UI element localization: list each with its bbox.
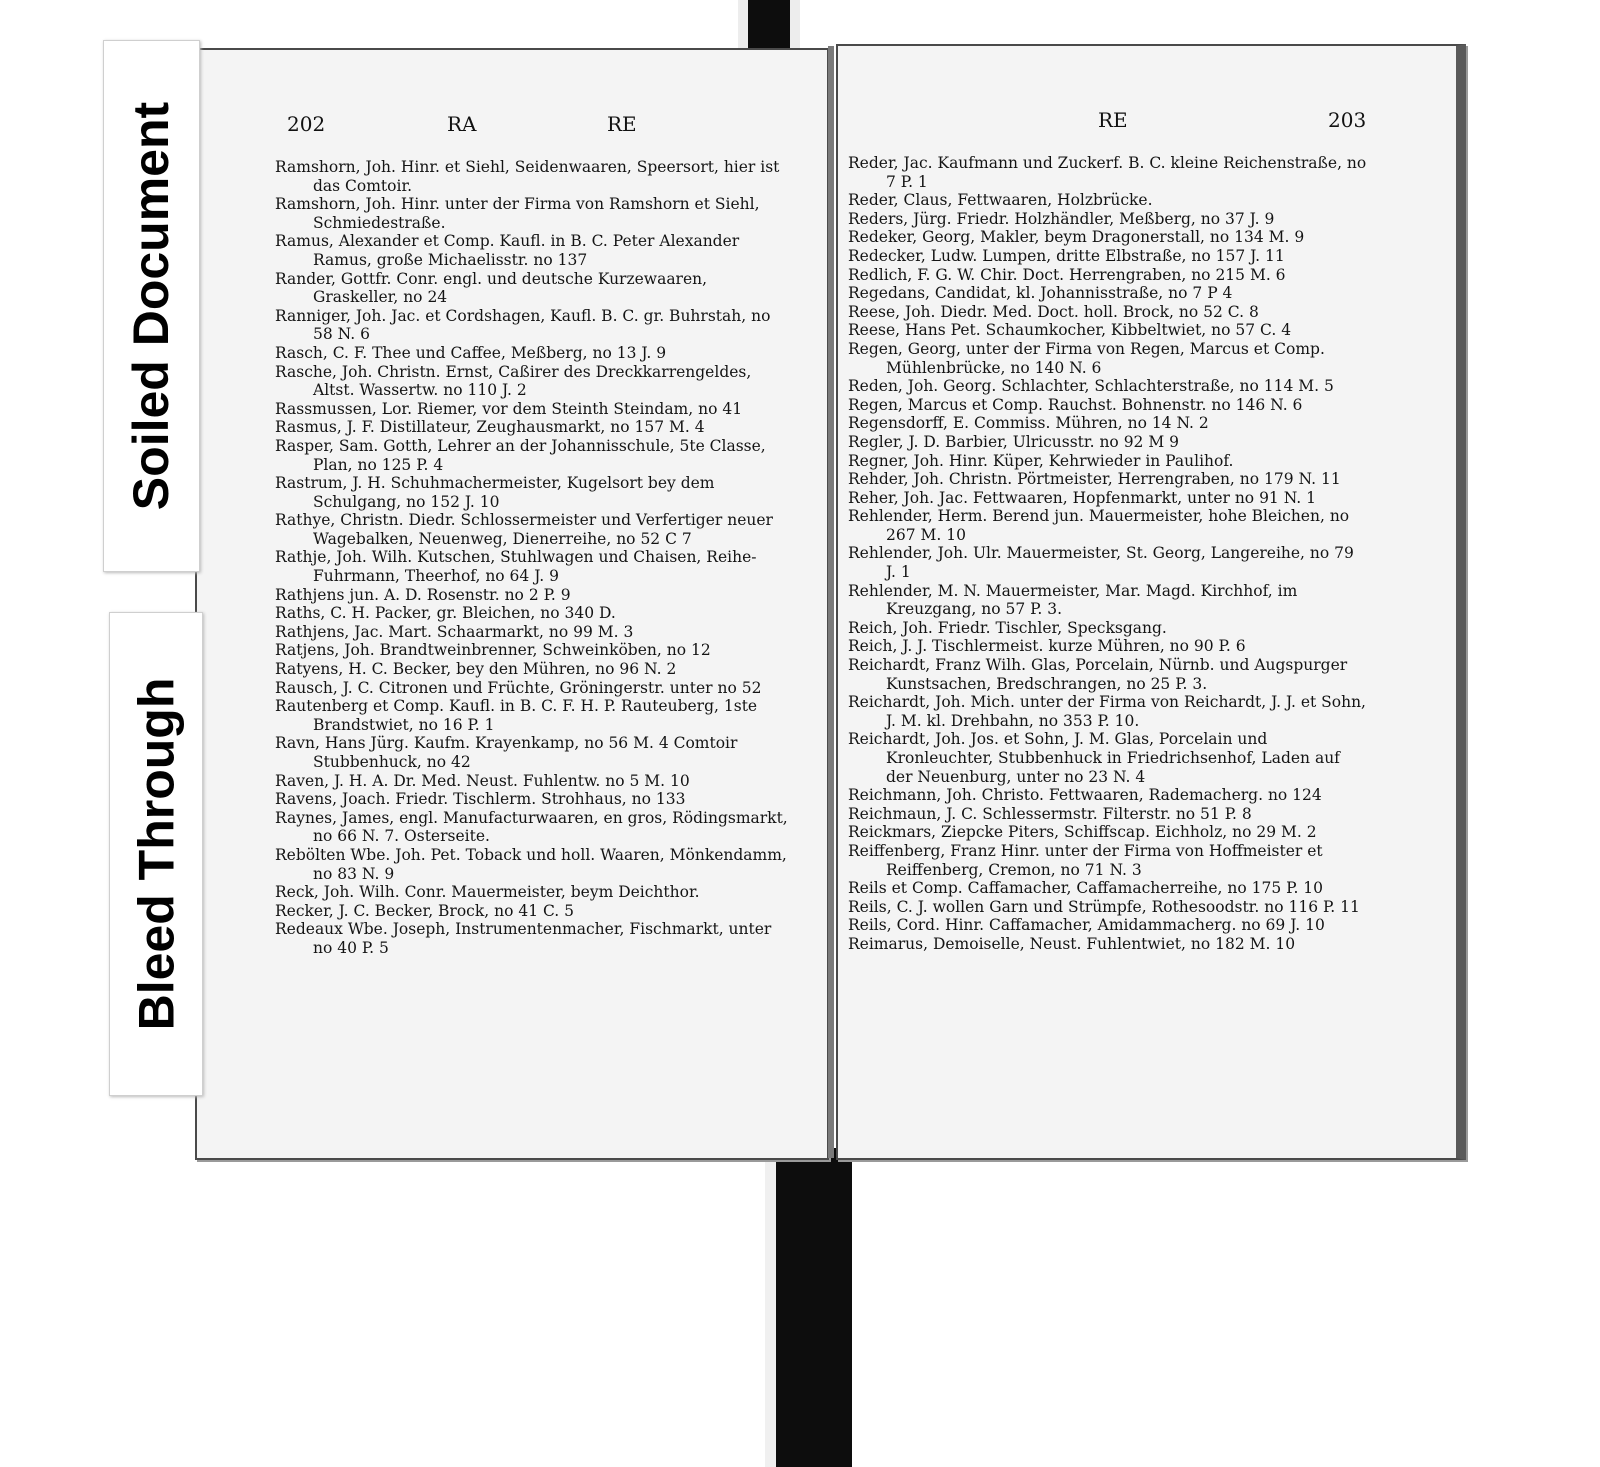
directory-entry: Rassmussen, Lor. Riemer, vor dem Steinth Steindam, no 41 (275, 399, 743, 418)
directory-entry: Reck, Joh. Wilh. Conr. Mauermeister, beym Deichthor. (275, 883, 700, 902)
directory-entry: Ravn, Hans Jürg. Kaufm. Krayenkamp, no 56 M. 4 Comtoir Stubbenhuck, no 42 (275, 734, 738, 771)
directory-entry: Reils, Cord. Hinr. Caffamacher, Amidammacherg. no 69 J. 10 (848, 916, 1325, 935)
directory-entry: Regedans, Candidat, kl. Johannisstraße, no 7 P 4 (848, 284, 1233, 303)
directory-entry: Ratjens, Joh. Brandtweinbrenner, Schweinköben, no 12 (275, 641, 711, 660)
right-page (836, 44, 1466, 1160)
directory-entry: Reden, Joh. Georg. Schlachter, Schlachterstraße, no 114 M. 5 (848, 377, 1334, 396)
directory-entry: Regner, Joh. Hinr. Küper, Kehrwieder in Paulihof. (848, 451, 1234, 470)
bookmark-ribbon-top (748, 0, 790, 50)
directory-entry: Reichardt, Joh. Mich. unter der Firma von Reichardt, J. J. et Sohn, J. M. kl. Drehbahn, no 353 P. 10. (848, 693, 1366, 730)
directory-entry: Rebölten Wbe. Joh. Pet. Toback und holl. Waaren, Mönkendamm, no 83 N. 9 (275, 845, 787, 883)
directory-entry: Rathjens jun. A. D. Rosenstr. no 2 P. 9 (275, 585, 571, 604)
running-head-left: RA (447, 112, 477, 136)
directory-entry: Reickmars, Ziepcke Piters, Schiffscap. Eichholz, no 29 M. 2 (848, 823, 1317, 842)
directory-entry: Reils et Comp. Caffamacher, Caffamacherreihe, no 175 P. 10 (848, 879, 1324, 898)
directory-entry: Rathjens, Jac. Mart. Schaarmarkt, no 99 M. 3 (275, 622, 634, 641)
directory-entry: Rasche, Joh. Christn. Ernst, Caßirer des Dreckkarrengeldes, Altst. Wassertw. no 110 J. 2 (275, 362, 752, 400)
directory-entry: Regler, J. D. Barbier, Ulricusstr. no 92 M 9 (848, 432, 1180, 451)
directory-entry: Rehder, Joh. Christn. Pörtmeister, Herrengraben, no 179 N. 11 (848, 470, 1341, 489)
directory-entry: Ratyens, H. C. Becker, bey den Mühren, no 96 N. 2 (275, 660, 677, 679)
directory-entry: Rasmus, J. F. Distillateur, Zeughausmarkt, no 157 M. 4 (275, 418, 705, 437)
directory-entry: Regen, Georg, unter der Firma von Regen, Marcus et Comp. Mühlenbrücke, no 140 N. 6 (848, 339, 1325, 377)
directory-entry: Reimarus, Demoiselle, Neust. Fuhlentwiet, no 182 M. 10 (848, 934, 1296, 953)
directory-entry: Rasch, C. F. Thee und Caffee, Meßberg, no 13 J. 9 (275, 343, 667, 362)
directory-entry: Rautenberg et Comp. Kaufl. in B. C. F. H. P. Rauteuberg, 1ste Brandstwiet, no 16 P. 1 (275, 697, 758, 734)
directory-entry: Ramshorn, Joh. Hinr. et Siehl, Seidenwaaren, Speersort, hier ist das Comtoir. (275, 158, 780, 195)
directory-entry: Redeker, Georg, Makler, beym Dragonerstall, no 134 M. 9 (848, 228, 1305, 247)
directory-entry: Raven, J. H. A. Dr. Med. Neust. Fuhlentw. no 5 M. 10 (275, 771, 690, 790)
directory-entry: Rander, Gottfr. Conr. engl. und deutsche Kurzewaaren, Graskeller, no 24 (275, 269, 708, 307)
directory-entry: Reder, Jac. Kaufmann und Zuckerf. B. C. kleine Reichenstraße, no 7 P. 1 (848, 154, 1367, 191)
running-head-right: RE (607, 112, 637, 136)
label-soiled-document: Soiled Document (103, 40, 200, 572)
directory-entry: Reher, Joh. Jac. Fettwaaren, Hopfenmarkt, unter no 91 N. 1 (848, 488, 1317, 507)
directory-entry: Raths, C. H. Packer, gr. Bleichen, no 340 D. (275, 604, 616, 623)
directory-entry: Reils, C. J. wollen Garn und Strümpfe, Rothesoodstr. no 116 P. 11 (848, 897, 1360, 916)
directory-entry: Rausch, J. C. Citronen und Früchte, Gröningerstr. unter no 52 (275, 678, 762, 697)
directory-entry: Rathje, Joh. Wilh. Kutschen, Stuhlwagen und Chaisen, Reihe-Fuhrmann, Theerhof, no 64 J. 9 (275, 548, 757, 586)
directory-entry: Rastrum, J. H. Schuhmachermeister, Kugelsort bey dem Schulgang, no 152 J. 10 (275, 474, 715, 511)
directory-entry: Regen, Marcus et Comp. Rauchst. Bohnenstr. no 146 N. 6 (848, 395, 1303, 414)
directory-entry: Reders, Jürg. Friedr. Holzhändler, Meßberg, no 37 J. 9 (848, 209, 1275, 228)
page-number-left: 202 (287, 112, 326, 136)
directory-entry: Ranniger, Joh. Jac. et Cordshagen, Kaufl. B. C. gr. Buhrstah, no 58 N. 6 (275, 306, 771, 344)
directory-entry: Ramshorn, Joh. Hinr. unter der Firma von Ramshorn et Siehl, Schmiedestraße. (275, 195, 760, 232)
directory-entry: Reich, J. J. Tischlermeist. kurze Mühren, no 90 P. 6 (848, 637, 1246, 656)
directory-entry: Reder, Claus, Fettwaaren, Holzbrücke. (848, 191, 1153, 210)
book-spine (828, 46, 834, 1158)
directory-entry: Ramus, Alexander et Comp. Kaufl. in B. C. Peter Alexander Ramus, große Michaelisstr. no 137 (275, 232, 740, 269)
directory-entry: Reichmaun, J. C. Schlessermstr. Filterstr. no 51 P. 8 (848, 804, 1252, 823)
directory-entry: Redeaux Wbe. Joseph, Instrumentenmacher, Fischmarkt, unter no 40 P. 5 (275, 920, 772, 957)
directory-entry: Reichardt, Franz Wilh. Glas, Porcelain, Nürnb. und Augspurger Kunstsachen, Bredschrangen, no 25 P. 3. (848, 656, 1348, 693)
directory-entry: Rehlender, M. N. Mauermeister, Mar. Magd. Kirchhof, im Kreuzgang, no 57 P. 3. (848, 581, 1298, 619)
directory-entry: Reiffenberg, Franz Hinr. unter der Firma von Hoffmeister et Reiffenberg, Cremon, no 71 N. 3 (848, 841, 1323, 879)
running-head: RE (1098, 108, 1128, 132)
left-page (195, 48, 829, 1160)
directory-entry: Regensdorff, E. Commiss. Mühren, no 14 N. 2 (848, 414, 1209, 433)
directory-entry: Recker, J. C. Becker, Brock, no 41 C. 5 (275, 901, 575, 920)
directory-entry: Reese, Hans Pet. Schaumkocher, Kibbeltwiet, no 57 C. 4 (848, 321, 1292, 340)
page-number-right: 203 (1328, 108, 1367, 132)
directory-entry: Reich, Joh. Friedr. Tischler, Specksgang. (848, 618, 1167, 637)
entry-list-left (275, 158, 795, 958)
directory-entry: Ravens, Joach. Friedr. Tischlerm. Strohhaus, no 133 (275, 790, 686, 809)
directory-entry: Reichmann, Joh. Christo. Fettwaaren, Rademacherg. no 124 (848, 786, 1322, 805)
directory-entry: Rehlender, Joh. Ulr. Mauermeister, St. Georg, Langereihe, no 79 J. 1 (848, 544, 1354, 582)
label-bleed-through: Bleed Through (109, 612, 203, 1096)
bookmark-ribbon-bottom (776, 1148, 852, 1467)
directory-entry: Reese, Joh. Diedr. Med. Doct. holl. Brock, no 52 C. 8 (848, 302, 1259, 321)
entry-list-right (848, 154, 1368, 954)
directory-entry: Rehlender, Herm. Berend jun. Mauermeister, hohe Bleichen, no 267 M. 10 (848, 507, 1350, 544)
directory-entry: Raynes, James, engl. Manufacturwaaren, en gros, Rödingsmarkt, no 66 N. 7. Osterseite. (275, 808, 788, 846)
directory-entry: Rasper, Sam. Gotth, Lehrer an der Johannisschule, 5te Classe, Plan, no 125 P. 4 (275, 436, 766, 474)
directory-entry: Redecker, Ludw. Lumpen, dritte Elbstraße, no 157 J. 11 (848, 246, 1285, 265)
directory-entry: Rathye, Christn. Diedr. Schlossermeister und Verfertiger neuer Wagebalken, Neuenweg, Dienerreihe, no 52 C 7 (275, 511, 773, 548)
directory-entry: Redlich, F. G. W. Chir. Doct. Herrengraben, no 215 M. 6 (848, 265, 1286, 284)
directory-entry: Reichardt, Joh. Jos. et Sohn, J. M. Glas, Porcelain und Kronleuchter, Stubbenhuck in Friedrichsenhof, Laden auf der Neuenburg, unter no 23 N. 4 (848, 730, 1340, 786)
